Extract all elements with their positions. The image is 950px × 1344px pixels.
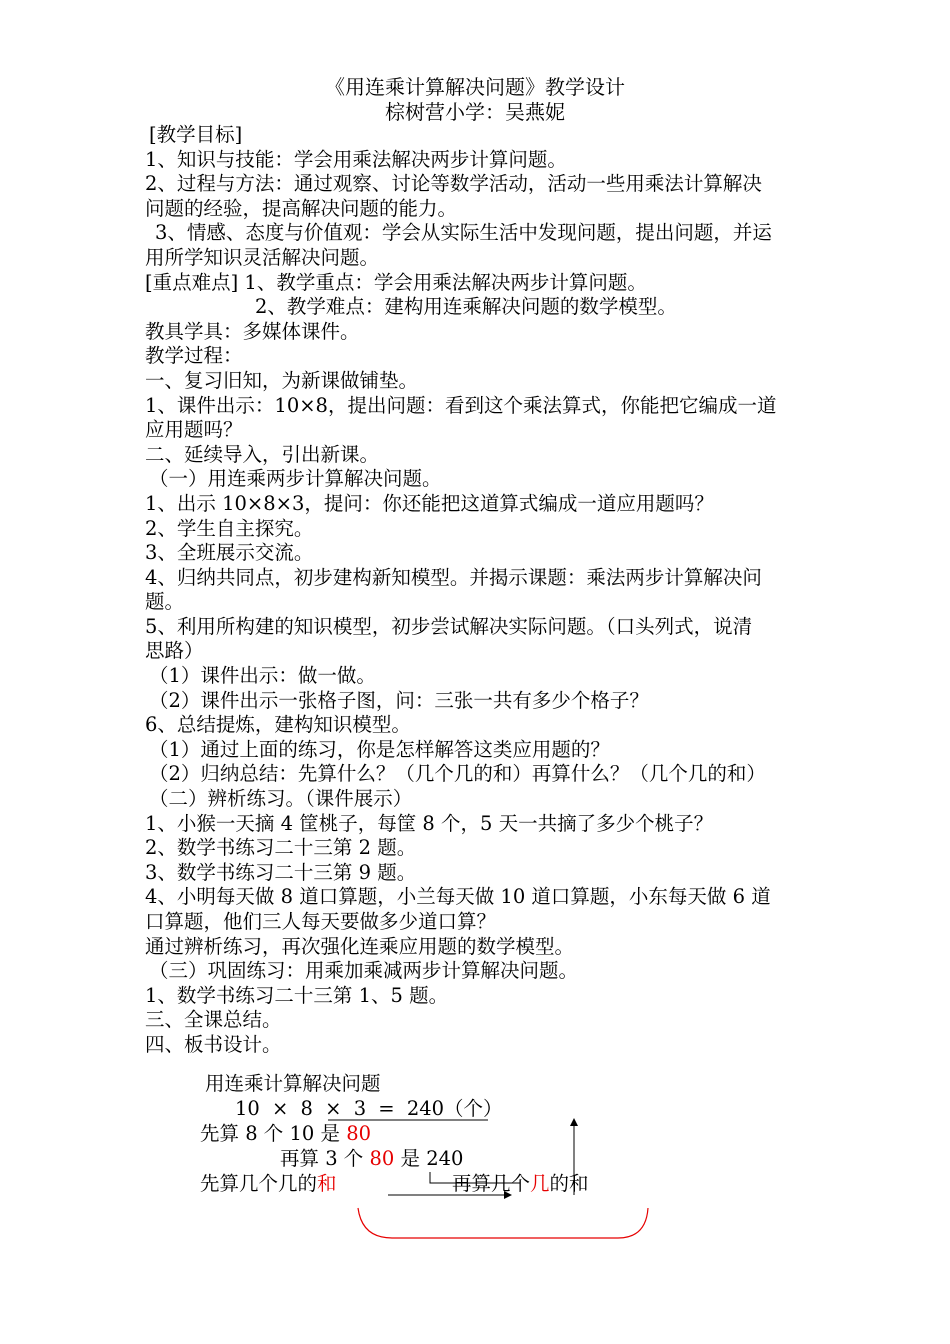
objective-process: 2、过程与方法：通过观察、讨论等数学活动，活动一些用乘法计算解决	[145, 172, 762, 196]
difficult-points: 2、教学难点：建构用连乘解决问题的数学模型。	[255, 295, 677, 319]
section-objectives: [教学目标]	[149, 123, 243, 146]
board-step-1	[200, 1121, 371, 1146]
review-item-1: 1、课件出示：10×8，提出问题：看到这个乘法算式，你能把它编成一道	[145, 393, 777, 417]
board-summary-1	[200, 1171, 337, 1196]
board-summary-2-suffix: 的和	[549, 1172, 589, 1195]
review-item-1-cont: 应用题吗？	[145, 418, 243, 442]
board-equation: 10 × 8 × 3 = 240（个）	[235, 1097, 503, 1120]
section-process: 教学过程：	[145, 344, 243, 368]
board-step-1-text: 先算 8 个 10 是	[200, 1122, 347, 1145]
part-summary: 三、全课总结。	[145, 1008, 282, 1032]
document-title: 《用连乘计算解决问题》教学设计	[325, 75, 625, 99]
subpart-2: （二）辨析练习。（课件展示）	[149, 787, 413, 811]
new-item-1: 1、出示 10×8×3，提问：你还能把这道算式编成一道应用题吗？	[145, 491, 714, 515]
new-item-6-b: （2）归纳总结：先算什么？（几个几的和）再算什么？（几个几的和）	[149, 762, 766, 786]
new-item-5: 5、利用所构建的知识模型，初步尝试解决实际问题。（口头列式，说清	[145, 614, 753, 638]
board-step-2-text: 再算 3 个	[280, 1147, 370, 1170]
new-item-5-cont: 思路）	[145, 639, 204, 663]
lesson-body	[145, 123, 825, 1058]
practice-item-2: 2、数学书练习二十三第 2 题。	[145, 836, 417, 860]
part-review: 一、复习旧知，为新课做铺垫。	[145, 368, 419, 392]
board-summary-2	[452, 1171, 589, 1196]
bracket-line	[430, 1172, 520, 1183]
new-item-4-cont: 题。	[145, 590, 185, 614]
part-new-lesson: 二、延续导入，引出新课。	[145, 442, 380, 466]
new-item-6: 6、总结提炼，建构知识模型。	[145, 713, 411, 737]
consolidation-item-1: 1、数学书练习二十三第 1、5 题。	[145, 983, 449, 1007]
board-summary-2-red: 几	[530, 1172, 550, 1195]
board-summary-2-text: 再算几个	[452, 1172, 531, 1195]
red-curve	[358, 1208, 648, 1238]
objective-knowledge: 1、知识与技能：学会用乘法解决两步计算问题。	[145, 147, 567, 171]
teaching-aids: 教具学具：多媒体课件。	[145, 319, 360, 343]
practice-item-4: 4、小明每天做 8 道口算题，小兰每天做 10 道口算题，小东每天做 6 道	[145, 885, 771, 909]
part-board-design: 四、板书设计。	[145, 1032, 282, 1056]
board-step-2-suffix: 是 240	[394, 1147, 464, 1170]
new-item-5-a: （1）课件出示：做一做。	[149, 664, 376, 688]
new-item-2: 2、学生自主探究。	[145, 516, 314, 540]
objective-attitude-cont: 用所学知识灵活解决问题。	[145, 245, 380, 269]
board-step-2-value: 80	[369, 1147, 395, 1170]
new-item-3: 3、全班展示交流。	[145, 541, 314, 565]
board-step-2	[280, 1146, 463, 1171]
board-summary-1-red: 和	[317, 1172, 337, 1195]
new-item-4: 4、归纳共同点，初步建构新知模型。并揭示课题：乘法两步计算解决问	[145, 565, 762, 589]
practice-summary: 通过辨析练习，再次强化连乘应用题的数学模型。	[145, 934, 575, 958]
subpart-1: （一）用连乘两步计算解决问题。	[149, 467, 442, 491]
new-item-6-a: （1）通过上面的练习，你是怎样解答这类应用题的？	[149, 737, 610, 761]
document-author: 棕树营小学：吴燕妮	[385, 100, 565, 124]
board-step-1-value: 80	[346, 1122, 372, 1145]
objective-attitude: 3、情感、态度与价值观：学会从实际生活中发现问题，提出问题，并运	[155, 221, 772, 245]
key-points: [重点难点] 1、教学重点：学会用乘法解决两步计算问题。	[145, 270, 647, 294]
new-item-5-b: （2）课件出示一张格子图，问：三张一共有多少个格子？	[149, 688, 649, 712]
practice-item-1: 1、小猴一天摘 4 筐桃子，每筐 8 个，5 天一共摘了多少个桃子？	[145, 811, 714, 835]
practice-item-3: 3、数学书练习二十三第 9 题。	[145, 860, 417, 884]
subpart-3: （三）巩固练习：用乘加乘减两步计算解决问题。	[149, 959, 579, 983]
board-heading: 用连乘计算解决问题	[205, 1072, 381, 1095]
board-summary-1-text: 先算几个几的	[200, 1172, 318, 1195]
objective-process-cont: 问题的经验，提高解决问题的能力。	[145, 196, 458, 220]
practice-item-4-cont: 口算题，他们三人每天要做多少道口算？	[145, 910, 497, 933]
